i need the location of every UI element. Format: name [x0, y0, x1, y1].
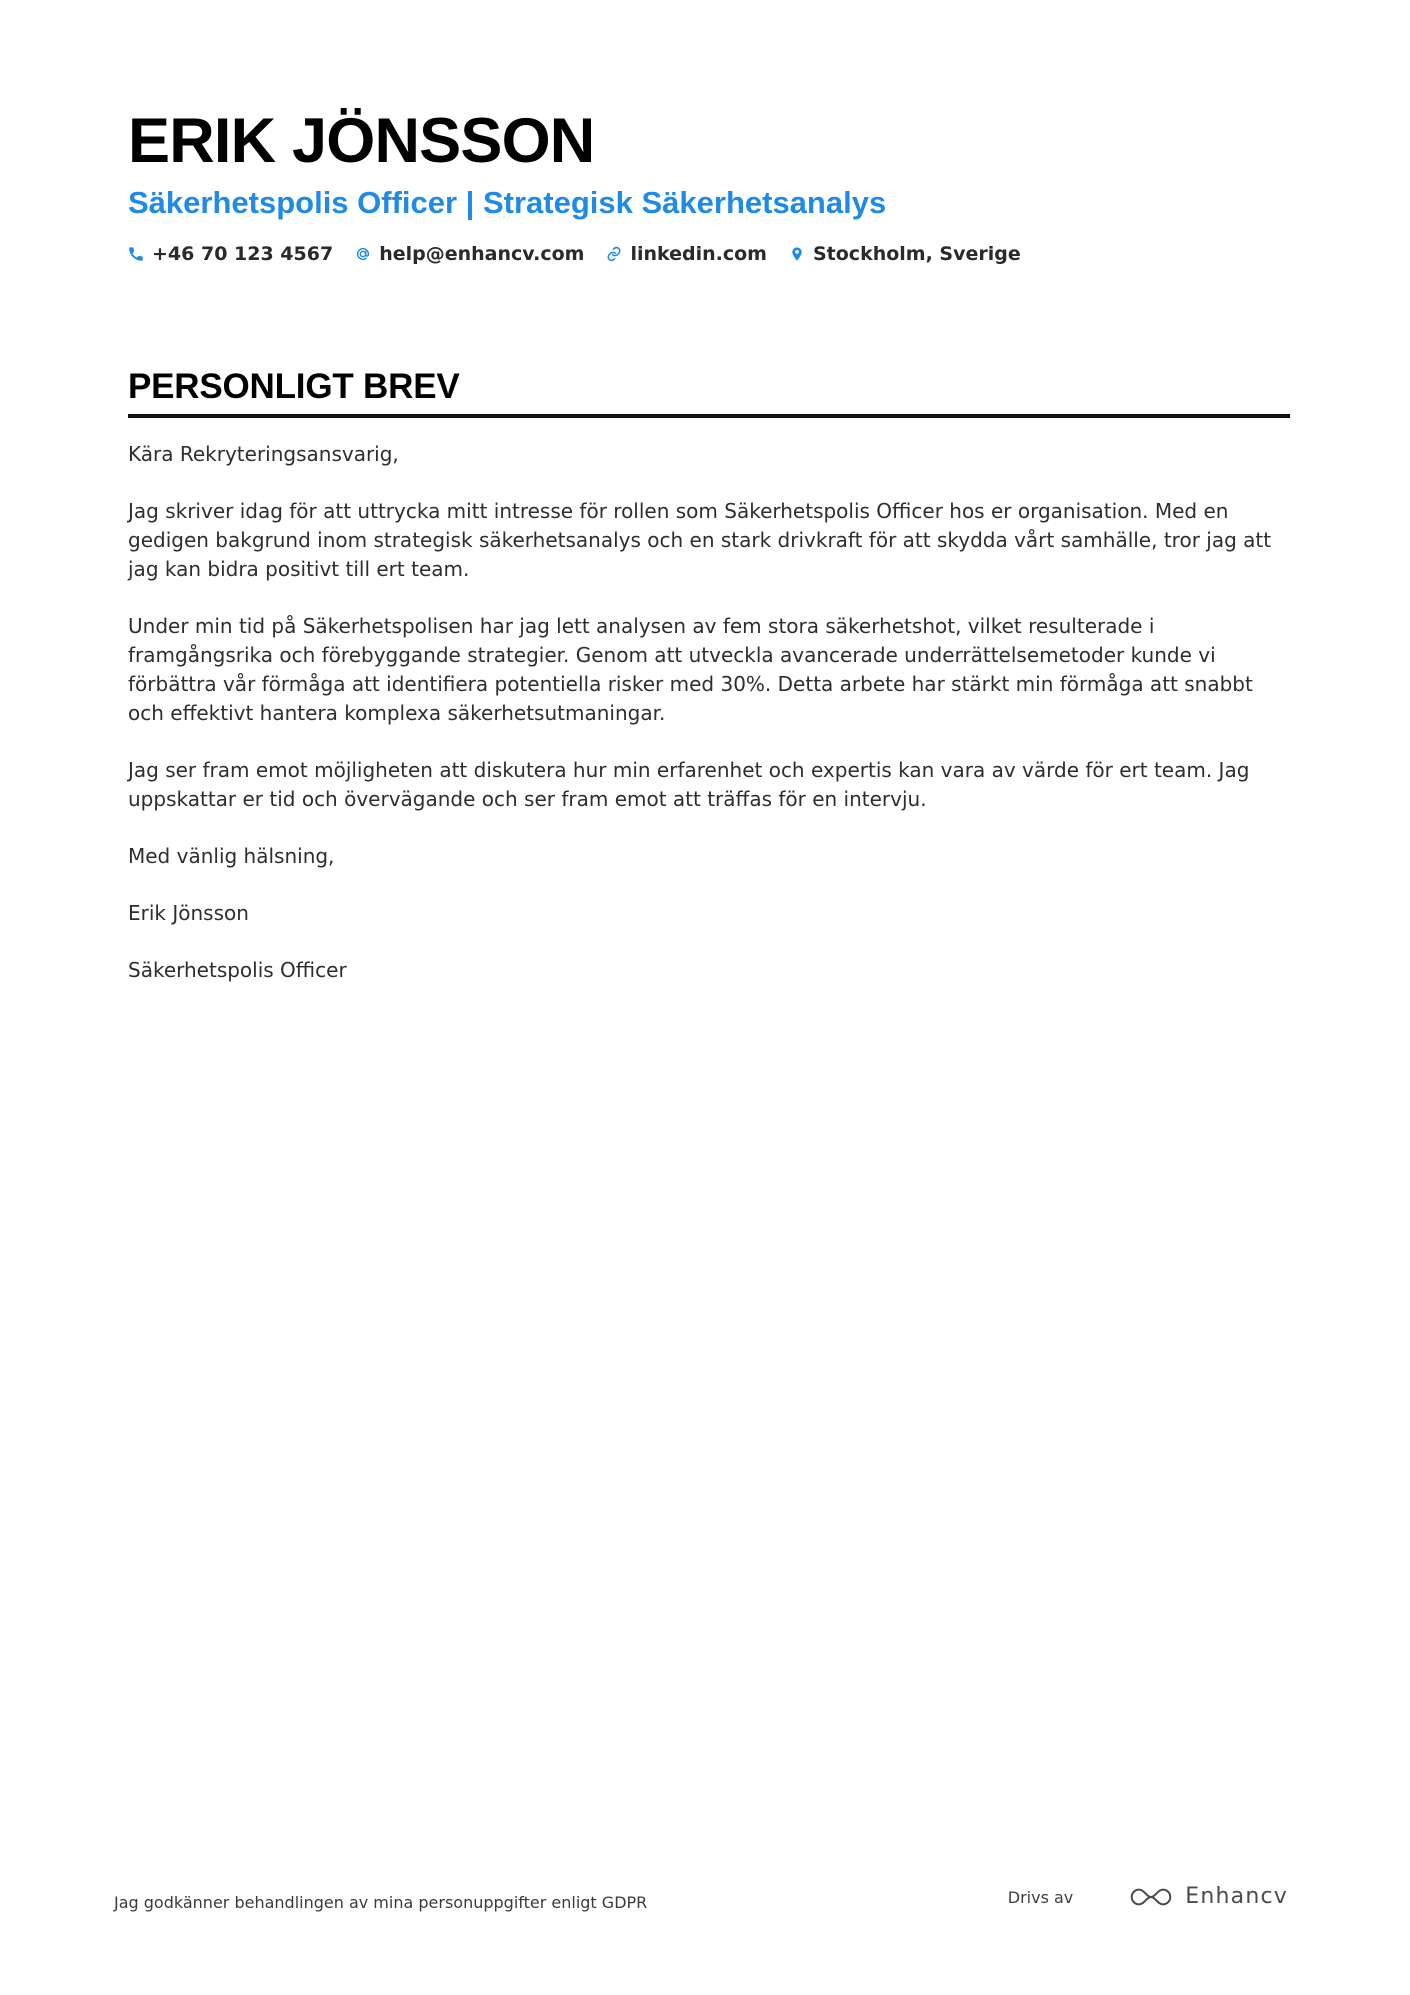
- letter-body: [128, 440, 1290, 1013]
- linkedin-url: linkedin.com: [630, 243, 767, 266]
- footer-branding: [1008, 1884, 1288, 1910]
- link-icon: [606, 246, 622, 262]
- greeting: Kära Rekryteringsansvarig,: [128, 442, 399, 466]
- section-divider: [128, 414, 1290, 418]
- candidate-name: ERIK JÖNSSON: [128, 106, 595, 176]
- job-title: Säkerhetspolis Officer | Strategisk Säkerhetsanalys: [128, 185, 887, 221]
- resume-header: [128, 108, 1288, 265]
- signature-title: Säkerhetspolis Officer: [128, 958, 347, 982]
- paragraph-1: Jag skriver idag för att uttrycka mitt intresse för rollen som Säkerhetspolis Officer hos er organisation. Med en gedigen bakgrund inom strategisk säkerhetsanalys och en stark drivkraft för att skydda vårt samhälle, tror jag att jag kan bidra positivt till ert team.: [128, 499, 1272, 581]
- location-pin-icon: [789, 246, 805, 262]
- phone-contact: [128, 243, 333, 265]
- enhancv-logo: [1129, 1884, 1288, 1910]
- closing: Med vänlig hälsning,: [128, 844, 335, 868]
- powered-by-label: Drivs av: [1007, 1888, 1074, 1907]
- email-address: help@enhancv.com: [379, 243, 585, 266]
- paragraph-2: Under min tid på Säkerhetspolisen har jag lett analysen av fem stora säkerhetshot, vilket resulterade i framgångsrika och förebyggande strategier. Genom att utveckla avancerade underrättelsemetoder kunde vi förbättra vår förmåga att identifiera potentiella risker med 30%. Detta arbete har stärkt min förmåga att snabbt och effektivt hantera komplexa säkerhetsutmaningar.: [128, 614, 1253, 725]
- location-text: Stockholm, Sverige: [812, 243, 1021, 266]
- linkedin-contact: [606, 243, 767, 265]
- location-contact: [789, 243, 1021, 265]
- brand-name: Enhancv: [1185, 1884, 1288, 1909]
- contact-info: [128, 243, 1288, 265]
- paragraph-3: Jag ser fram emot möjligheten att diskutera hur min erfarenhet och expertis kan vara av värde för ert team. Jag uppskattar er tid och övervägande och ser fram emot att träffas för en intervju.: [128, 758, 1250, 811]
- phone-number: +46 70 123 4567: [152, 243, 334, 266]
- infinity-icon: [1129, 1884, 1173, 1910]
- phone-icon: [128, 246, 144, 262]
- section-title: PERSONLIGT BREV: [128, 367, 460, 406]
- email-contact: [355, 243, 584, 265]
- at-icon: [355, 246, 371, 262]
- gdpr-consent: Jag godkänner behandlingen av mina personuppgifter enligt GDPR: [114, 1893, 648, 1912]
- cover-letter-section: [128, 368, 1290, 418]
- signature-name: Erik Jönsson: [128, 901, 249, 925]
